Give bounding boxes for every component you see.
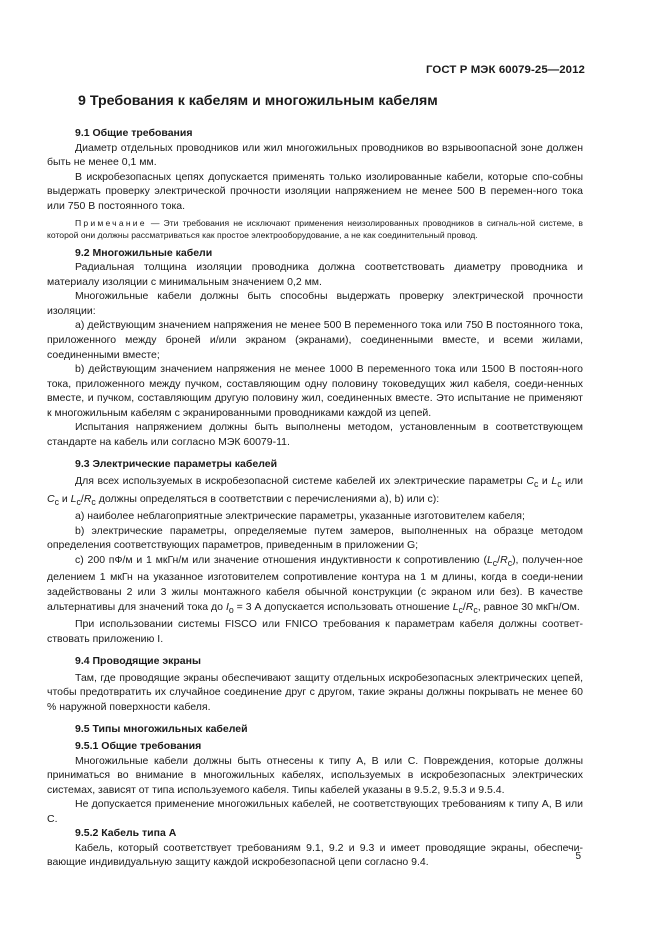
note	[47, 217, 583, 241]
list-item-b: b) электрические параметры, определяемые путем замеров, выполненных на образце методом определения соответствующих параметров, приведенным в приложении G;	[47, 524, 583, 552]
section-heading-9-5: 9.5 Типы многожильных кабелей	[75, 723, 248, 736]
section-heading-9-5-1: 9.5.1 Общие требования	[75, 740, 202, 753]
page-number: 5	[575, 851, 581, 862]
note-text: — Эти требования не исключают применения неизолированных проводников в сигналь-ной системе, в которой они должны рассматриваться как простое электрооборудование, а не как соединительный провод.	[47, 218, 583, 241]
section-heading-9-5-2: 9.5.2 Кабель типа А	[75, 827, 177, 840]
paragraph: Кабель, который соответствует требованиям 9.1, 9.2 и 9.3 и имеет проводящие экраны, обеспечи-вающие индивидуальную защиту каждой искробезопасной цепи согласно 9.4.	[47, 841, 583, 869]
document-body	[47, 126, 583, 870]
paragraph: Там, где проводящие экраны обеспечивают защиту отдельных искробезопасных электрических цепей, чтобы предотвратить их случайное соединение друг с другом, такие экраны должны покрывать не менее 60 % наружной поверхности кабеля.	[47, 671, 583, 713]
list-item-a: а) действующим значением напряжения не менее 500 В переменного тока или 750 В постоянного тока, приложенного между броней и/или экраном (экранами), соединенными вместе, и всеми жилами, соединенными вместе;	[47, 319, 583, 361]
list-item-c: с) 200 пФ/м и 1 мкГн/м или значение отношения индуктивности к сопротивлению $(L_c/R_c)$, получен-ное делением 1 мкГн на указанное изготовителем сопротивление контура на 1 м длины, когда в соеди-нении задействованы 2 или 3 жилы монтажного кабеля обычной конструкции (с экраном или без). В качестве альтернативы для значений тока до $I_o = 3$ А допускается использовать отношение $L_c/R_c$, равное 30 мкГн/Ом.	[47, 553, 584, 615]
paragraph: Многожильные кабели должны быть способны выдержать проверку электрической прочности изоляции:	[47, 290, 583, 317]
list-item-a: а) наиболее неблагоприятные электрические параметры, указанные изготовителем кабеля;	[75, 510, 525, 523]
section-heading-9-3: 9.3 Электрические параметры кабелей	[75, 458, 278, 471]
paragraph: Диаметр отдельных проводников или жил многожильных проводников во взрывоопасной зоне должен быть не менее 0,1 мм.	[47, 141, 583, 169]
paragraph: Не допускается применение многожильных кабелей, не соответствующих требованиям к типу А, В или С.	[47, 798, 583, 825]
section-heading-9-1: 9.1 Общие требования	[75, 127, 193, 139]
chapter-title: 9 Требования к кабелям и многожильным кабелям	[78, 93, 438, 109]
list-item-b: b) действующим значением напряжения не менее 1000 В переменного тока или 1500 В постоян-ного тока, приложенного между пучком, составляющим одну половину токоведущих жил кабеля, соеди-ненных вместе, и пучком, составляющим другую половину жил, соединенных вместе. Это испытание не применяют к многожильным кабелям с экранированными проводниками каждой из цепей.	[47, 363, 583, 419]
paragraph: Многожильные кабели должны быть отнесены к типу А, В или С. Повреждения, которые должны приниматься во внимание в многожильных кабелях, используемых в искробезопасных электрических системах, зависят от типа используемого кабеля. Типы кабелей указаны в 9.5.2, 9.5.3 и 9.5.4.	[47, 754, 583, 796]
section-heading-9-2: 9.2 Многожильные кабели	[75, 246, 213, 259]
standard-code: ГОСТ Р МЭК 60079-25—2012	[426, 64, 585, 76]
note-label: Примечание	[75, 218, 147, 229]
paragraph: Радиальная толщина изоляции проводника должна соответствовать диаметру проводника и материалу изоляции с минимальным значением 0,2 мм.	[47, 261, 583, 288]
paragraph: Испытания напряжением должны быть выполнены методом, установленным в соответствующем стандарте на кабель или согласно МЭК 60079-11.	[47, 421, 583, 448]
paragraph: В искробезопасных цепях допускается применять только изолированные кабели, которые спо-собны выдержать проверку электрической прочности изоляции напряжением не менее 500 В перемен-ного тока или 750 В постоянного тока.	[47, 170, 583, 212]
section-heading-9-4: 9.4 Проводящие экраны	[75, 655, 201, 668]
paragraph-parameters: Для всех используемых в искробезопасной системе кабелей их электрические параметры $C_c$ и $L_c$ или $C_c$ и $L_c/R_c$ должны определяться в соответствии с перечислениями а), b) или с):	[47, 474, 583, 507]
paragraph: При использовании системы FISCO или FNICO требования к параметрам кабеля должны соответ-ствовать приложению I.	[47, 618, 583, 645]
